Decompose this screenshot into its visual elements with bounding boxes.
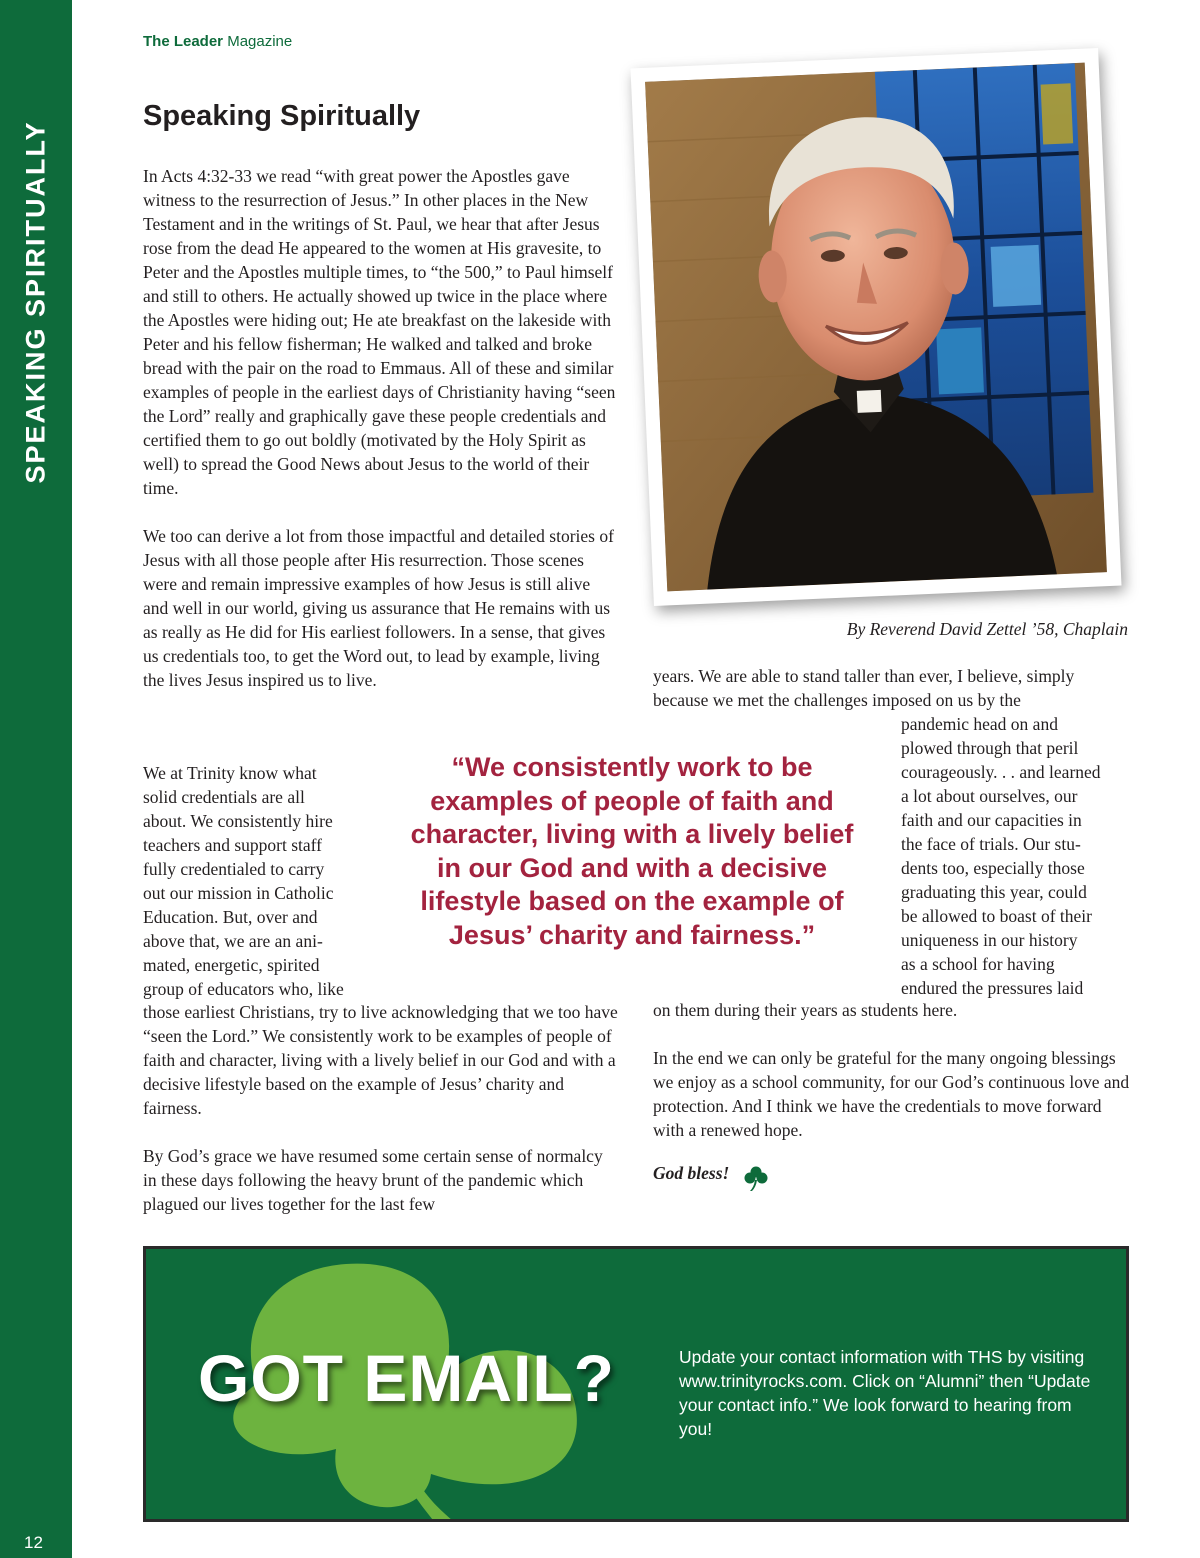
pull-quote-line: “We consistently work to be	[451, 752, 813, 782]
paragraph-3-line: Education. But, over and	[143, 907, 318, 927]
paragraph-4-line: years. We are able to stand taller than ever, I believe, simply	[653, 666, 1075, 686]
got-email-banner	[143, 1246, 1129, 1522]
paragraph-4-left: By God’s grace we have resumed some certain sense of normalcy in these days following the heavy brunt of the pandemic which plagued our lives together for the last few	[143, 1146, 603, 1214]
paragraph-3-line: fully credentialed to carry	[143, 859, 325, 879]
pull-quote-line: lifestyle based on the example of	[420, 886, 844, 916]
sidebar	[0, 0, 72, 1558]
paragraph-3-line: out our mission in Catholic	[143, 883, 334, 903]
article-right-column-bottom	[653, 998, 1133, 1142]
banner-text: Update your contact information with THS by visiting www.trinityrocks.com. Click on “Alumni” then “Update your contact info.” We look forward to hearing from you!	[679, 1347, 1091, 1439]
paragraph-3-line: above that, we are an ani-	[143, 931, 323, 951]
paragraph-2: We too can derive a lot from those impactful and detailed stories of Jesus with all those people after His resurrection. Those scenes were and remain impressive examples of how Jesus is still alive and well in our world, giving us assurance that He remains with us as really as He did for His earliest followers. In a sense, that gives us credentials too, to get the Word out, to lead by example, living the lives Jesus inspired us to live.	[143, 526, 614, 690]
banner-headline: GOT EMAIL?	[198, 1341, 615, 1415]
article-left-column-bottom	[143, 1000, 618, 1216]
paragraph-4-line: as a school for having	[901, 954, 1055, 974]
paragraph-4-right-narrow	[901, 712, 1131, 1000]
paragraph-4-line: be allowed to boast of their	[901, 906, 1092, 926]
article-title: Speaking Spiritually	[143, 100, 421, 132]
paragraph-4-line: faith and our capacities in	[901, 810, 1082, 830]
paragraph-3-line: teachers and support staff	[143, 835, 322, 855]
pull-quote	[380, 751, 884, 952]
paragraph-4-line: uniqueness in our history	[901, 930, 1078, 950]
paragraph-5: In the end we can only be grateful for the many ongoing blessings we enjoy as a school community, for our God’s continuous love and protection. And I think we have the credentials to move forward with a renewed hope.	[653, 1048, 1130, 1140]
chaplain-photo-frame	[630, 48, 1121, 606]
portrait-illustration	[645, 63, 1107, 592]
article-left-column-top	[143, 164, 618, 692]
paragraph-3-narrow	[143, 761, 383, 1001]
paragraph-4-line: pandemic head on and	[901, 714, 1058, 734]
paragraph-3-rest: those earliest Christians, try to live acknowledging that we too have “seen the Lord.” We consistently work to be examples of people of faith and character, living with a lively belief in our God and with a decisive lifestyle based on the example of Jesus’ charity and fairness.	[143, 1002, 618, 1118]
paragraph-4-right-top	[653, 664, 1133, 712]
paragraph-3-line: mated, energetic, spirited	[143, 955, 320, 975]
pull-quote-line: examples of people of faith and	[430, 785, 834, 816]
paragraph-3-line: about. We consistently hire	[143, 811, 333, 831]
paragraph-4-line: the face of trials. Our stu-	[901, 834, 1081, 854]
paragraph-4-line: courageously. . . and learned	[901, 762, 1101, 782]
byline: By Reverend David Zettel ’58, Chaplain	[846, 619, 1128, 639]
paragraph-4-line: endured the pressures laid	[901, 978, 1084, 998]
paragraph-3-line: We at Trinity know what	[143, 763, 317, 783]
chaplain-photo	[645, 63, 1107, 592]
paragraph-4-line: plowed through that peril	[901, 738, 1079, 758]
paragraph-4-line: a lot about ourselves, our	[901, 786, 1078, 806]
page-number: 12	[24, 1533, 43, 1552]
pull-quote-line: Jesus’ charity and fairness.”	[448, 919, 816, 950]
pull-quote-line: in our God and with a decisive	[436, 852, 828, 883]
signoff: God bless!	[653, 1163, 730, 1183]
paragraph-4-line: graduating this year, could	[901, 882, 1087, 902]
masthead	[143, 33, 292, 50]
paragraph-3-line: group of educators who, like	[143, 979, 344, 999]
section-title-vertical: SPEAKING SPIRITUALLY	[20, 120, 51, 484]
paragraph-4-end: on them during their years as students here.	[653, 1000, 958, 1020]
paragraph-4-line: because we met the challenges imposed on us by the	[653, 690, 1021, 710]
pull-quote-line: character, living with a lively belief	[410, 819, 854, 849]
paragraph-1: In Acts 4:32-33 we read “with great power the Apostles gave witness to the resurrection of Jesus.” In other places in the New Testament and in the writings of St. Paul, we hear that after Jesus rose from the dead He appeared to the women at His gravesite, to Peter and the Apostles multiple times, to “the 500,” to Paul himself and still to others. He actually showed up twice in the place where the Apostles were hiding out; He ate breakfast on the lakeside with Peter and his fellow fisherman; He walked and talked and broke bread with the pair on the road to Emmaus. All of these and similar examples of people in the earliest days of Christianity having “seen the Lord” really and graphically gave these people credentials and certified them to go out boldly (motivated by the Holy Spirit as well) to spread the Good News about Jesus to the world of their time.	[143, 166, 616, 498]
paragraph-4-line: dents too, especially those	[901, 858, 1085, 878]
shamrock-icon	[744, 1166, 768, 1192]
paragraph-3-line: solid credentials are all	[143, 787, 305, 807]
masthead-suffix: Magazine	[227, 33, 293, 50]
masthead-brand: The Leader	[143, 33, 224, 50]
